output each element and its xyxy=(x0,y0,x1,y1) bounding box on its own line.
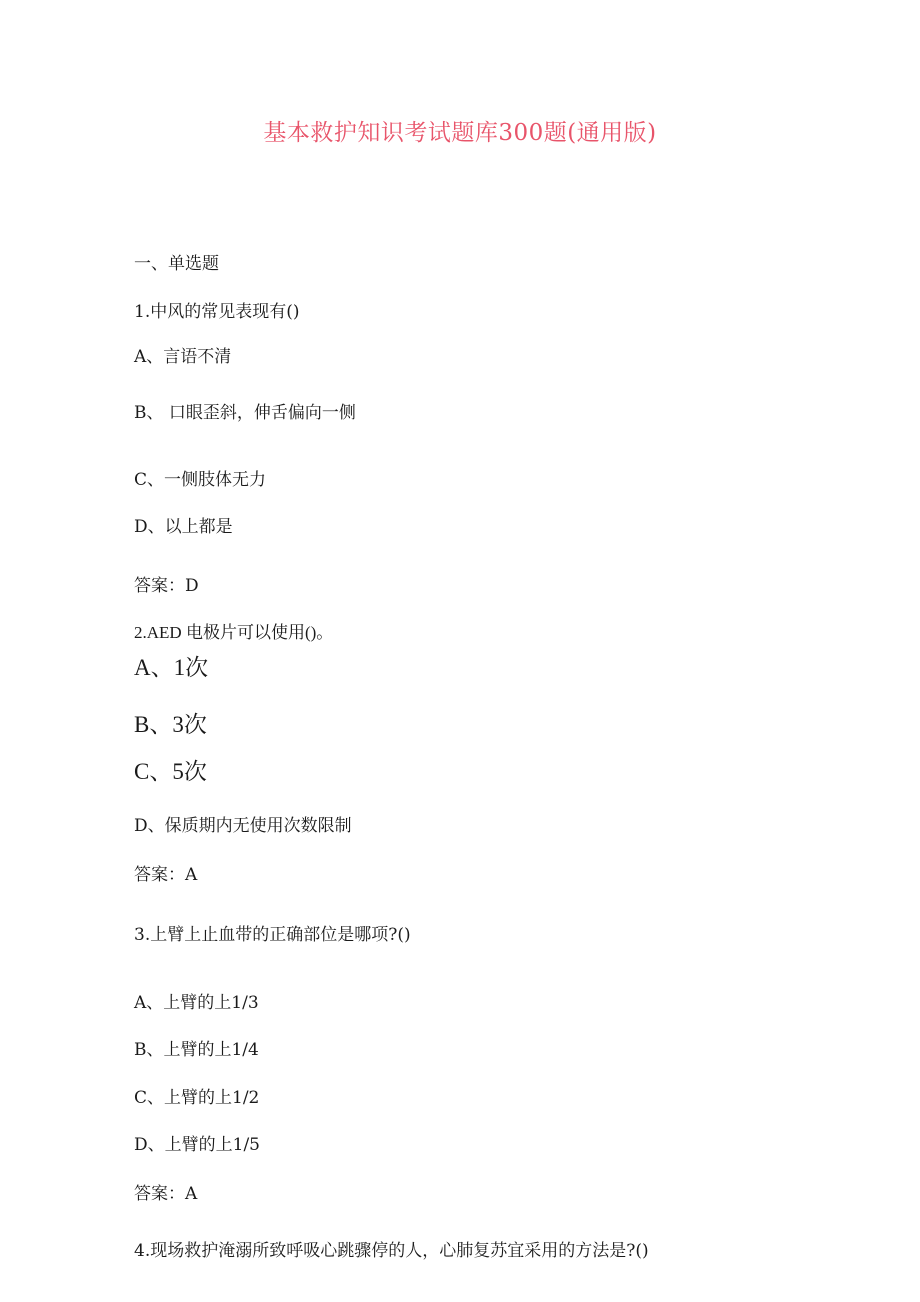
question-3-option-c: C、上臂的上1/2 xyxy=(134,1088,260,1108)
question-1-option-d: D、以上都是 xyxy=(134,517,233,537)
question-3-option-d: D、上臂的上1/5 xyxy=(134,1135,260,1155)
question-2-option-b: B、3次 xyxy=(134,712,207,737)
section-heading: 一、单选题 xyxy=(134,254,219,274)
question-1-option-a: A、言语不清 xyxy=(134,347,232,367)
question-2-stem: 2.AED 电极片可以使用()。 xyxy=(134,623,334,642)
question-1-answer: 答案：D xyxy=(134,576,199,596)
question-1-stem: 1.中风的常见表现有() xyxy=(134,302,300,322)
page-title: 基本救护知识考试题库300题(通用版) xyxy=(263,120,657,146)
question-3-answer: 答案：A xyxy=(134,1184,198,1204)
question-2-option-a: A、1次 xyxy=(134,655,209,680)
question-2-option-c: C、5次 xyxy=(134,759,207,784)
question-3-option-a: A、上臂的上1/3 xyxy=(134,993,259,1013)
question-3-option-b: B、上臂的上1/4 xyxy=(134,1040,259,1060)
question-1-option-b: B、 口眼歪斜，伸舌偏向一侧 xyxy=(134,403,356,423)
question-4-stem: 4.现场救护淹溺所致呼吸心跳骤停的人，心肺复苏宜采用的方法是?() xyxy=(134,1241,649,1261)
question-2-option-d: D、保质期内无使用次数限制 xyxy=(134,816,352,836)
question-1-option-c: C、一侧肢体无力 xyxy=(134,470,267,490)
question-2-answer: 答案：A xyxy=(134,865,198,885)
question-3-stem: 3.上臂上止血带的正确部位是哪项?() xyxy=(134,925,411,945)
